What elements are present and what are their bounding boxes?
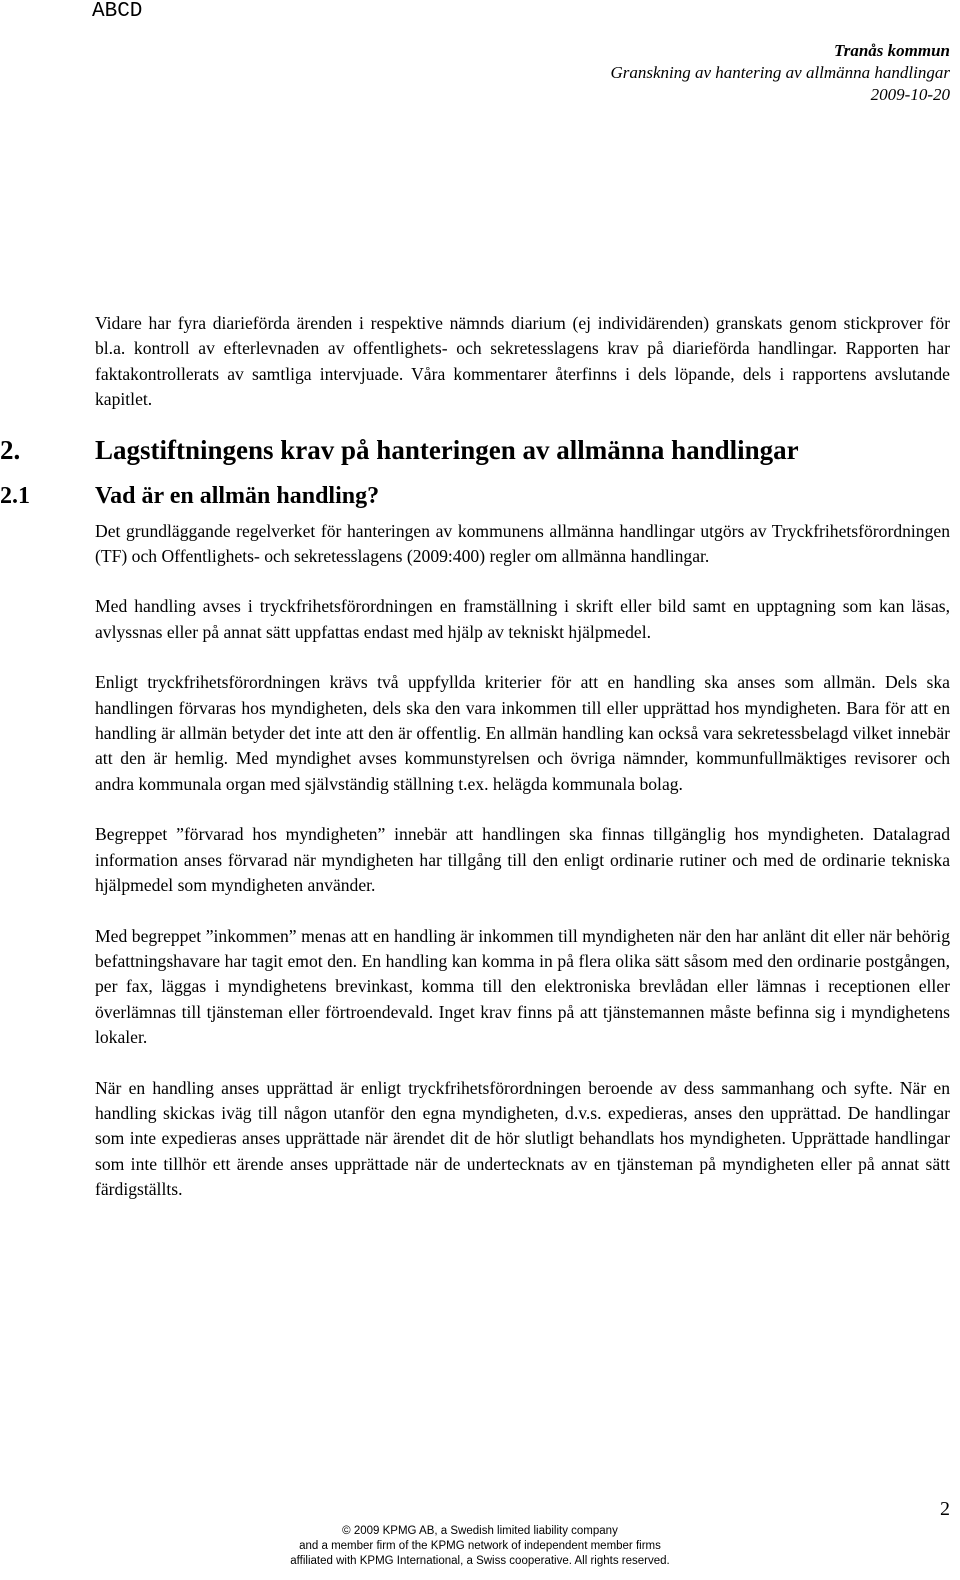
section-number: 2. [0,434,21,465]
corner-label: ABCD [92,0,143,23]
page-number: 2 [940,1498,950,1520]
paragraph: Begreppet ”förvarad hos myndigheten” innebär att handlingen ska finnas tillgänglig hos myndigheten. Datalagrad information anses förvarad när myndigheten har tillgång till den enligt ordinarie rutiner och med de ordinarie tekniska hjälpmedel som myndigheten använder. [95,824,950,896]
subsection-heading [0,481,950,511]
page-footer [0,1524,960,1569]
intro-paragraph: Vidare har fyra diarieförda ärenden i respektive nämnds diarium (ej individärenden) granskats genom stickprover för bl.a. kontroll av efterlevnaden av offentlighets- och sekretesslagens krav på diarieförda handlingar. Rapporten har faktakontrollerats av samtliga intervjuade. Våra kommentarer återfinns i dels löpande, dels i rapportens avslutande kapitlet. [95,313,950,410]
subsection-title: Vad är en allmän handling? [95,482,380,509]
section-title: Lagstiftningens krav på hanteringen av allmänna handlingar [95,434,799,465]
paragraph: När en handling anses upprättad är enligt tryckfrihetsförordningen beroende av dess sammanhang och syfte. När en handling skickas iväg till någon utanför den egna myndigheten, d.v.s. expedieras, anses den upprättad. De handlingar som inte expedieras anses upprättade när ärendet dit de hör slutligt behandlats hos myndigheten. Upprättade handlingar som inte tillhör ett ärende anses upprättade när de undertecknats av en tjänsteman på myndigheten eller på annat sätt färdigställts. [95,1077,950,1200]
footer-affiliation: affiliated with KPMG International, a Swiss cooperative. All rights reserved. [290,1555,670,1567]
paragraph: Med handling avses i tryckfrihetsförordningen en framställning i skrift eller bild samt en upptagning som kan läsas, avlyssnas eller på annat sätt uppfattas endast med hjälp av tekniskt hjälpmedel. [95,596,950,642]
paragraph: Med begreppet ”inkommen” menas att en handling är inkommen till myndigheten när den har anlänt dit eller när behörig befattningshavare har tagit emot den. En handling kan komma in på flera olika sätt såsom med den ordinarie postgången, per fax, läggas i myndighetens brevinkast, komma till den elektroniska brevlådan eller lämnas i receptionen eller överlämnas till tjänsteman eller förtroendevald. Inget krav finns på att tjänstemannen måste befinna sig i myndighetens lokaler. [95,925,950,1048]
page-header [610,40,950,106]
header-date: 2009-10-20 [870,85,950,104]
header-organization: Tranås kommun [833,41,950,60]
header-report-title: Granskning av hantering av allmänna handlingar [610,63,950,82]
paragraph: Enligt tryckfrihetsförordningen krävs två uppfyllda kriterier för att en handling ska anses som allmän. Dels ska handlingen förvaras hos myndigheten, dels ska den vara inkommen till eller upprättad hos myndigheten. Bara för att en handling är allmän betyder det inte att den är offentlig. En allmän handling kan också vara sekretessbelagd vilket innebär att den är hemlig. Med myndighet avses kommunstyrelsen och övriga nämnder, kommunfullmäktiges revisorer och andra kommunala organ med självständig ställning t.ex. helägda kommunala bolag. [95,672,950,794]
footer-copyright: © 2009 KPMG AB, a Swedish limited liability company [342,1525,618,1537]
paragraph: Det grundläggande regelverket för hanteringen av kommunens allmänna handlingar utgörs av Tryckfrihetsförordningen (TF) och Offentlighets- och sekretesslagens (2009:400) regler om allmänna handlingar. [95,520,950,567]
footer-member-line: and a member firm of the KPMG network of independent member firms [299,1540,661,1552]
section-heading [0,433,950,467]
subsection-number: 2.1 [0,482,30,509]
document-body [0,311,950,1228]
